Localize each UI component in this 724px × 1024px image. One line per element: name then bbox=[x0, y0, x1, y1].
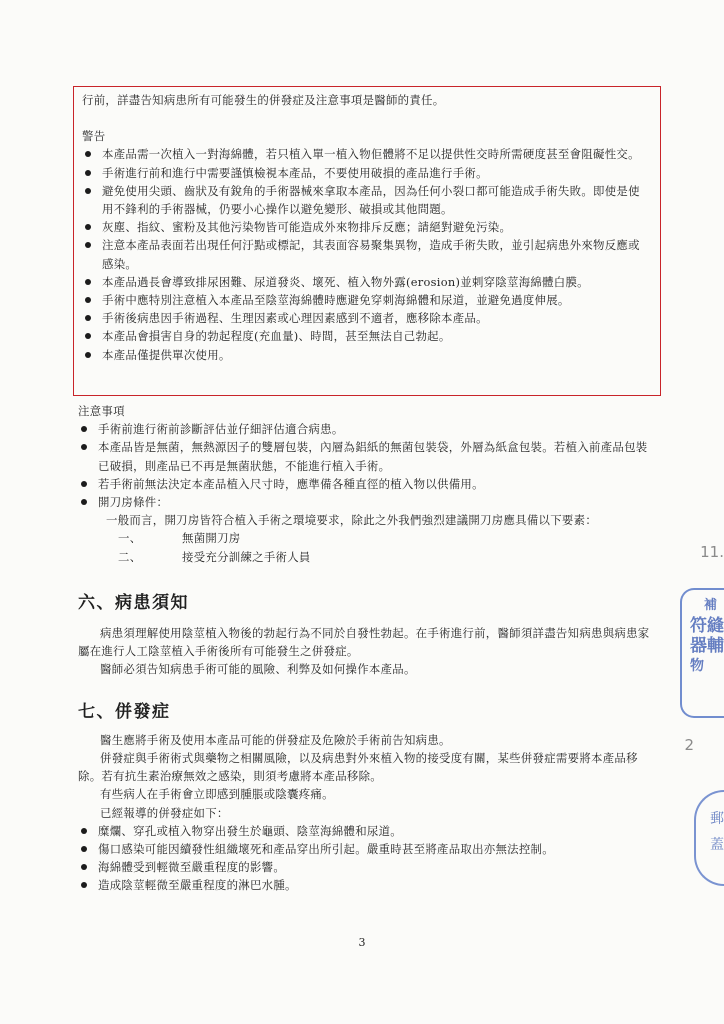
complication-item: 傷口感染可能因續發性組織壞死和產品穿出所引起。嚴重時甚至將產品取出亦無法控制。 bbox=[78, 840, 658, 858]
seal-stamp bbox=[680, 588, 724, 718]
precaution-item: 本產品皆是無菌，無熱源因子的雙層包裝，內層為鋁紙的無菌包裝袋，外層為紙盒包裝。若植入前產品包裝已破損，則產品已不再是無菌狀態，不能進行植入手術。 bbox=[78, 438, 658, 474]
warning-title: 警告 bbox=[82, 129, 106, 144]
warning-box bbox=[73, 86, 661, 396]
stamp-char: 物 bbox=[690, 658, 704, 674]
requirement-number: 一、 bbox=[118, 531, 142, 546]
requirement-item bbox=[78, 548, 658, 566]
section-7-paragraph: 已經報導的併發症如下： bbox=[100, 805, 229, 820]
warning-item: 本產品需一次植入一對海綿體，若只植入單一植入物佢體將不足以提供性交時所需硬度甚至會阻礙性交。 bbox=[82, 145, 650, 163]
section-7-paragraph: 有些病人在手術會立即感到腫脹或陰囊疼痛。 bbox=[100, 787, 334, 802]
stamp-char: 郵 bbox=[710, 811, 724, 827]
section-7-paragraph: 併發症與手術術式與藥物之相關風險，以及病患對外來植入物的接受度有關，某些併發症需要將本產品移除。若有抗生素治療無效之感染，則須考慮將本產品移除。 bbox=[78, 751, 638, 784]
operating-room-note: 一般而言，開刀房皆符合植入手術之環境要求，除此之外我們強烈建議開刀房應具備以下要素： bbox=[106, 513, 598, 528]
warning-item: 灰塵、指紋、蜜粉及其他污染物皆可能造成外來物排斥反應；請絕對避免污染。 bbox=[82, 218, 650, 236]
warning-item: 本產品僅提供單次使用。 bbox=[82, 346, 650, 364]
margin-mark-middle: 2 bbox=[684, 736, 694, 754]
requirement-item bbox=[78, 529, 658, 547]
stamp-char: 符縫 bbox=[690, 616, 724, 636]
warning-top-line: 行前，詳盡告知病患所有可能發生的併發症及注意事項是醫師的責任。 bbox=[82, 93, 445, 107]
warning-item: 手術後病患因手術過程、生理因素或心理因素感到不適者，應移除本產品。 bbox=[82, 309, 650, 327]
requirement-text: 接受充分訓練之手術人員 bbox=[182, 549, 311, 564]
requirement-number: 二、 bbox=[118, 549, 142, 564]
section-6-paragraph: 醫師必須告知病患手術可能的風險、利弊及如何操作本產品。 bbox=[100, 662, 416, 677]
precaution-item: 開刀房條件： bbox=[78, 493, 658, 511]
complication-item: 海綿體受到輕微至嚴重程度的影響。 bbox=[78, 858, 658, 876]
section-7-heading: 七、併發症 bbox=[78, 701, 171, 722]
precautions-title: 注意事項 bbox=[78, 404, 125, 418]
document-body bbox=[78, 402, 658, 895]
precaution-item: 若手術前無法決定本產品植入尺寸時，應準備各種直徑的植入物以供備用。 bbox=[78, 475, 658, 493]
requirement-text: 無菌開刀房 bbox=[182, 531, 241, 546]
warning-item: 注意本產品表面若出現任何汙點或標記，其表面容易聚集異物，造成手術失敗，並引起病患外來物反應或感染。 bbox=[82, 236, 650, 272]
page-number: 3 bbox=[358, 936, 366, 949]
warning-item: 本產品過長會導致排尿困難、尿道發炎、壞死、植入物外露(erosion)並剌穿陰莖海綿體白膜。 bbox=[82, 273, 650, 291]
warning-item: 避免使用尖頭、齒狀及有銳角的手術器械來拿取本產品，因為任何小裂口都可能造成手術失敗。即使是使用不鋒利的手術器械，仍要小心操作以避免變形、破損或其他問題。 bbox=[82, 182, 650, 218]
margin-mark-top: 11. bbox=[700, 543, 724, 561]
section-6-heading: 六、病患須知 bbox=[78, 592, 189, 613]
precaution-item: 手術前進行術前診斷評估並仔細評估適合病患。 bbox=[78, 420, 658, 438]
complication-item: 造成陰莖輕微至嚴重程度的淋巴水腫。 bbox=[78, 876, 658, 894]
seal-stamp-small bbox=[694, 790, 724, 886]
warning-item: 手術進行前和進行中需要謹慎檢視本產品，不要使用破損的產品進行手術。 bbox=[82, 164, 650, 182]
stamp-char: 補 bbox=[704, 598, 718, 613]
complication-item: 糜爛、穿孔或植入物穿出發生於龜頭、陰莖海綿體和尿道。 bbox=[78, 822, 658, 840]
section-7-paragraph: 醫生應將手術及使用本產品可能的併發症及危險於手術前告知病患。 bbox=[100, 732, 451, 747]
stamp-char: 蓋 bbox=[710, 837, 724, 853]
warning-item: 手術中應特別注意植入本產品至陰莖海綿體時應避免穿刺海綿體和尿道，並避免過度伸展。 bbox=[82, 291, 650, 309]
stamp-char: 器輔 bbox=[690, 636, 724, 656]
section-6-paragraph: 病患須理解使用陰莖植入物後的勃起行為不同於自發性勃起。在手術進行前，醫師須詳盡告知病患與病患家屬在進行人工陰莖植入手術後所有可能發生之併發症。 bbox=[78, 626, 650, 659]
warning-item: 本產品會損害自身的勃起程度(充血量)、時間，甚至無法自己勃起。 bbox=[82, 327, 650, 345]
